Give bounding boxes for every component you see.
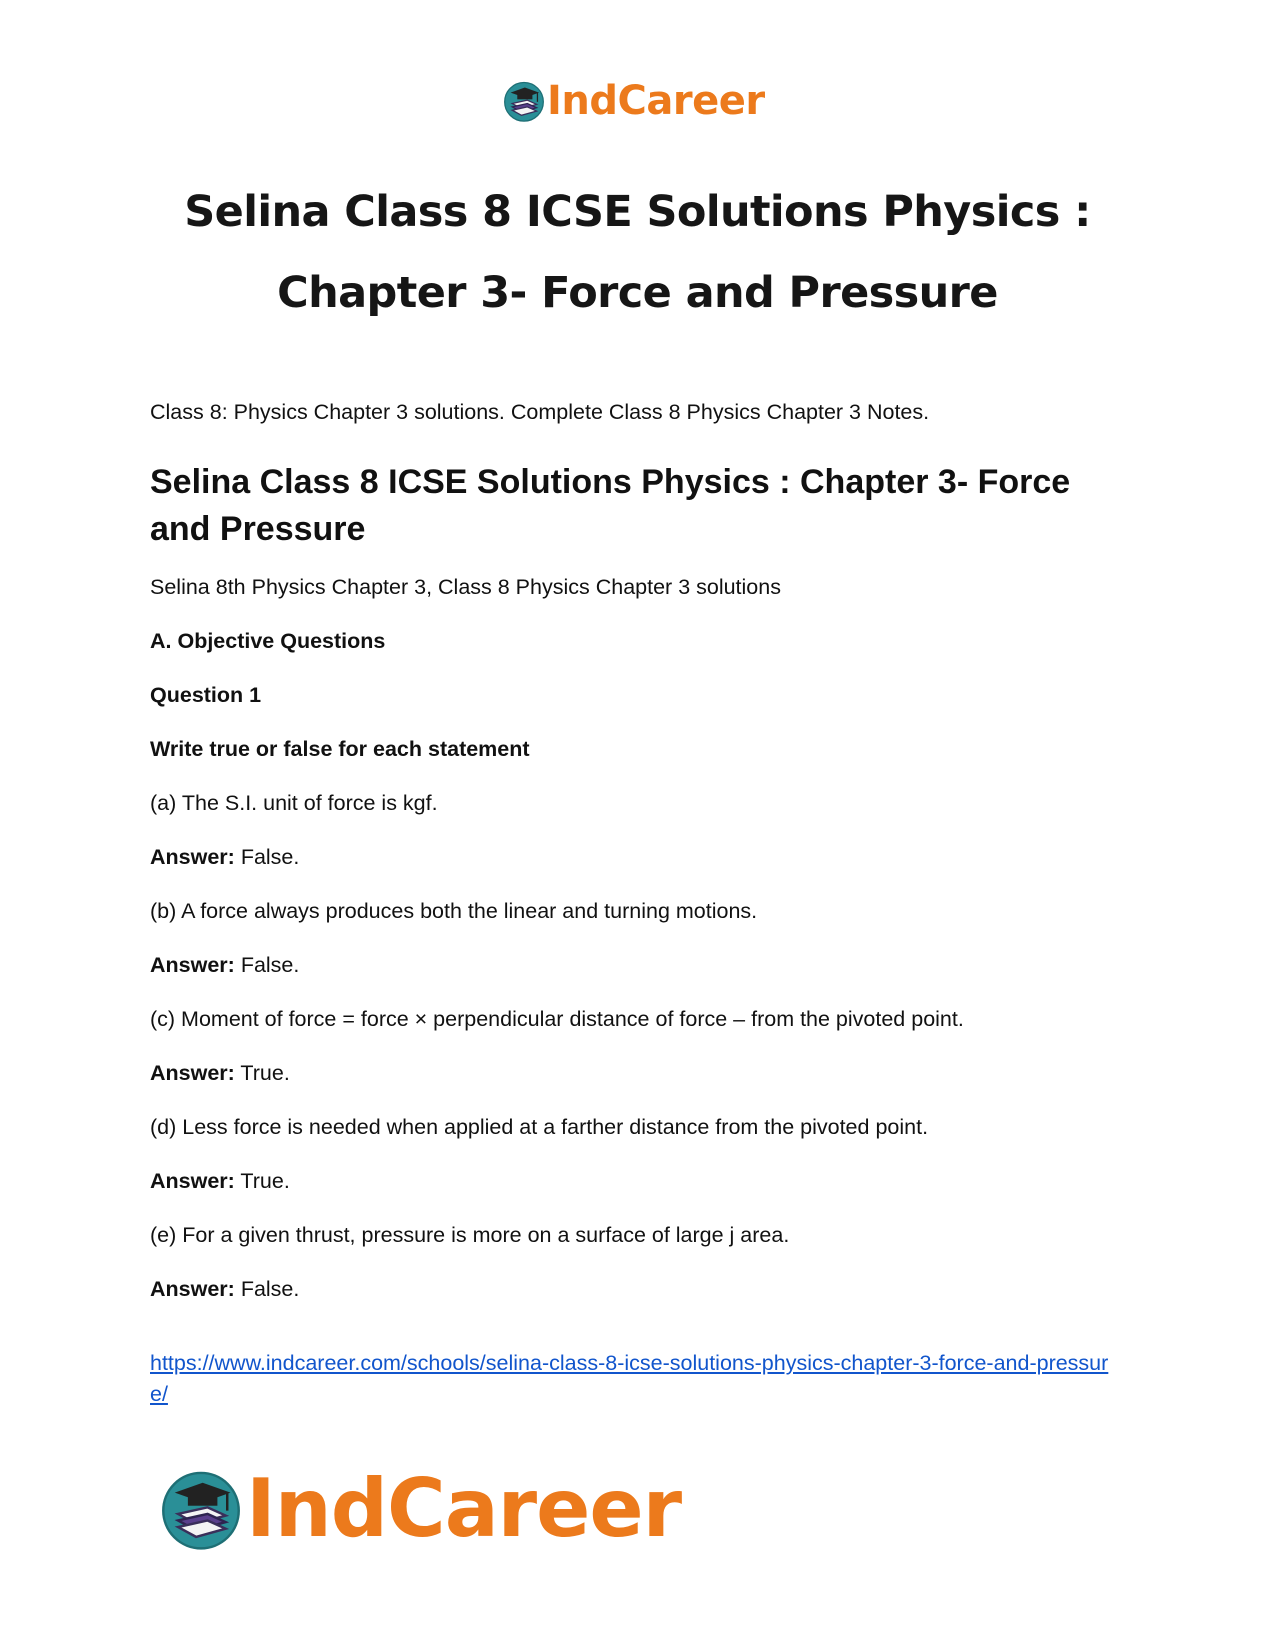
answer-label: Answer: bbox=[150, 1061, 235, 1085]
answer-c bbox=[150, 1060, 1110, 1086]
answer-label: Answer: bbox=[150, 845, 235, 869]
brand-name: IndCareer bbox=[246, 1462, 682, 1555]
footer-logo bbox=[160, 1462, 682, 1555]
statement-a: (a) The S.I. unit of force is kgf. bbox=[150, 791, 438, 815]
source-link[interactable]: https://www.indcareer.com/schools/selina-class-8-icse-solutions-physics-chapter-3-force-and-pressure/ bbox=[150, 1351, 1109, 1406]
answer-label: Answer: bbox=[150, 1169, 235, 1193]
answer-value: False. bbox=[240, 1277, 300, 1301]
answer-b bbox=[150, 952, 1110, 978]
statement-c: (c) Moment of force = force × perpendicular distance of force – from the pivoted point. bbox=[150, 1007, 964, 1031]
intro-text: Class 8: Physics Chapter 3 solutions. Complete Class 8 Physics Chapter 3 Notes. bbox=[150, 400, 930, 424]
section-heading bbox=[150, 459, 1110, 553]
header-logo bbox=[503, 80, 765, 122]
subtitle-text: Selina 8th Physics Chapter 3, Class 8 Physics Chapter 3 solutions bbox=[150, 575, 781, 599]
statement-b: (b) A force always produces both the linear and turning motions. bbox=[150, 899, 758, 923]
question-instruction: Write true or false for each statement bbox=[150, 737, 530, 761]
answer-a bbox=[150, 844, 1110, 870]
answer-label: Answer: bbox=[150, 1277, 235, 1301]
brand-name: IndCareer bbox=[547, 78, 765, 124]
graduation-cap-book-globe-icon bbox=[160, 1468, 242, 1550]
page-title-line-2: Chapter 3- Force and Pressure bbox=[277, 268, 998, 318]
answer-e bbox=[150, 1276, 1110, 1302]
page-title bbox=[120, 172, 1155, 334]
answer-value: False. bbox=[240, 845, 300, 869]
section-heading-line-2: and Pressure bbox=[150, 510, 366, 548]
answer-value: True. bbox=[240, 1169, 290, 1193]
statement-d: (d) Less force is needed when applied at a farther distance from the pivoted point. bbox=[150, 1115, 929, 1139]
section-a-heading: A. Objective Questions bbox=[150, 629, 386, 653]
question-label: Question 1 bbox=[150, 683, 262, 707]
section-heading-line-1: Selina Class 8 ICSE Solutions Physics : Chapter 3- Force bbox=[150, 463, 1071, 501]
answer-value: False. bbox=[240, 953, 300, 977]
answer-value: True. bbox=[240, 1061, 290, 1085]
graduation-cap-book-globe-icon bbox=[503, 80, 545, 122]
page-title-line-1: Selina Class 8 ICSE Solutions Physics : bbox=[184, 187, 1091, 237]
answer-label: Answer: bbox=[150, 953, 235, 977]
answer-d bbox=[150, 1168, 1110, 1194]
statement-e: (e) For a given thrust, pressure is more on a surface of large j area. bbox=[150, 1223, 790, 1247]
